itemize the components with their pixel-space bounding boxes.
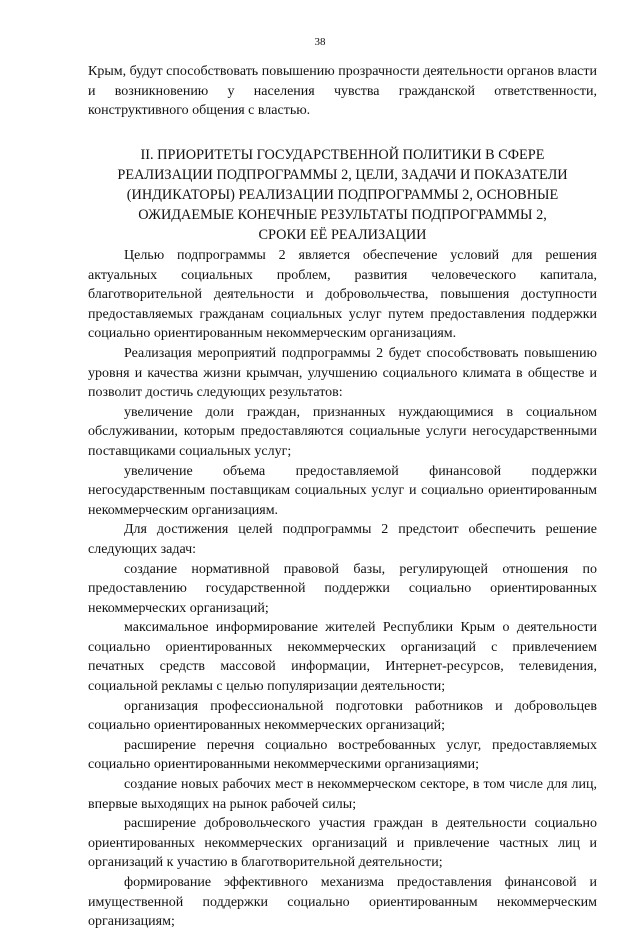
paragraph: организация профессиональной подготовки работников и добровольцев социально ориентированных некоммерческих организаций; [88,698,597,734]
paragraph: увеличение доли граждан, признанных нуждающимися в социальном обслуживании, которым предоставляются социальные услуги негосударственными поставщиками социальных услуг; [88,404,597,459]
heading-line: II. ПРИОРИТЕТЫ ГОСУДАРСТВЕННОЙ ПОЛИТИКИ В СФЕРЕ [140,147,545,163]
paragraph: Для достижения целей подпрограммы 2 предстоит обеспечить решение следующих задач: [88,522,597,557]
page-number: 38 [314,36,326,48]
heading-line: ОЖИДАЕМЫЕ КОНЕЧНЫЕ РЕЗУЛЬТАТЫ ПОДПРОГРАММЫ 2, [138,207,547,223]
heading-line: СРОКИ ЕЁ РЕАЛИЗАЦИИ [258,227,427,243]
paragraph: формирование эффективного механизма предоставления финансовой и имущественной поддержки социально ориентированным некоммерческим организациям; [88,875,597,930]
section-heading [88,145,597,245]
heading-line: РЕАЛИЗАЦИИ ПОДПРОГРАММЫ 2, ЦЕЛИ, ЗАДАЧИ И ПОКАЗАТЕЛИ [117,167,568,183]
paragraph: Целью подпрограммы 2 является обеспечение условий для решения актуальных социальных проблем, развития человеческого капитала, благотворительной деятельности и добровольчества, повышения доступности предоставляемых гражданам социальных услуг путем предоставления поддержки социально ориентированным некоммерческим организациям. [88,248,597,342]
paragraph: создание нормативной правовой базы, регулирующей отношения по предоставлению государственной поддержки социально ориентированных некоммерческих организаций; [88,561,597,616]
intro-paragraph: Крым, будут способствовать повышению прозрачности деятельности органов власти и возникновению у населения чувства гражданской ответственности, конструктивного общения с властью. [88,64,597,119]
paragraph: увеличение объема предоставляемой финансовой поддержки негосударственным поставщикам социальных услуг и социально ориентированным некоммерческим организациям. [88,463,597,518]
section-content [88,246,597,932]
paragraph: создание новых рабочих мест в некоммерческом секторе, в том числе для лиц, впервые выходящих на рынок рабочей силы; [88,777,597,812]
paragraph: расширение добровольческого участия граждан в деятельности социально ориентированных некоммерческих организаций и привлечение частных лиц и организаций к участию в благотворительной деятельности; [88,816,597,871]
paragraph: расширение перечня социально востребованных услуг, предоставляемых социально ориентированными некоммерческими организациями; [88,737,597,773]
intro-block [88,62,597,121]
paragraph: Реализация мероприятий подпрограммы 2 будет способствовать повышению уровня и качества жизни крымчан, улучшению социального климата в обществе и позволит достичь следующих результатов: [88,345,597,401]
paragraph: максимальное информирование жителей Республики Крым о деятельности социально ориентированных некоммерческих организаций с привлечением печатных средств массовой информации, Интернет-ресурсов, телевидения, социальной рекламы с целью популяризации деятельности; [88,620,597,695]
heading-line: (ИНДИКАТОРЫ) РЕАЛИЗАЦИИ ПОДПРОГРАММЫ 2, ОСНОВНЫЕ [126,187,559,203]
